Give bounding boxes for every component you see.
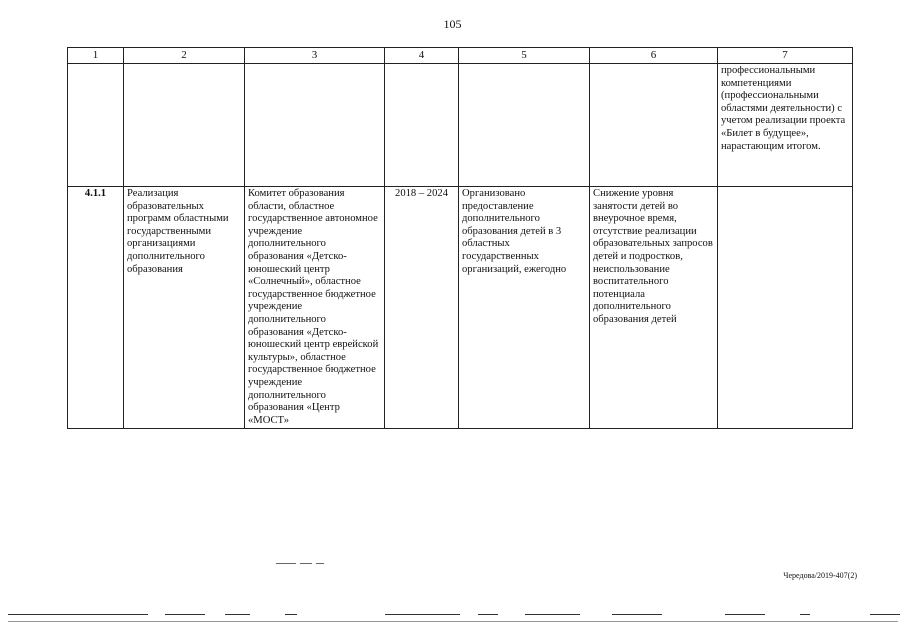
responsible-executors: Комитет образования области, областное государственное автономное учреждение дополнительного образования «Детско-юношеский центр «Солнечный», областное государственное бюджетное учреждение дополнительного образования «Детско-юношеский центр еврейской культуры», областное государственное бюджетное учреждение дополнительного образования «Центр «МОСТ» <box>245 187 385 429</box>
continuation-row <box>68 64 853 187</box>
footer-mark <box>276 563 324 565</box>
measure-name: Реализация образовательных программ областными государственными организациями дополнительного образования <box>124 187 245 429</box>
related-indicator <box>718 187 853 429</box>
continuation-cell-1 <box>68 64 124 187</box>
column-header-2: 2 <box>124 48 245 64</box>
footer-document-code: Чередова/2019-407(2) <box>783 571 857 580</box>
continuation-cell-6 <box>590 64 718 187</box>
continuation-cell-4 <box>385 64 459 187</box>
expected-result: Организовано предоставление дополнительного образования детей в 3 областных государственных организаций, ежегодно <box>459 187 590 429</box>
implementation-period: 2018 – 2024 <box>385 187 459 429</box>
header-row <box>68 48 853 64</box>
measures-table <box>67 47 853 429</box>
continuation-cell-2 <box>124 64 245 187</box>
continuation-cell-3 <box>245 64 385 187</box>
page-number: 105 <box>443 17 462 31</box>
measure-number: 4.1.1 <box>68 187 124 429</box>
continuation-cell-5 <box>459 64 590 187</box>
continuation-indicator-cell: профессиональными компетенциями (профессиональными областями деятельности) с учетом реализации проекта «Билет в будущее», нарастающим итогом. <box>718 64 853 187</box>
table-row <box>68 187 853 429</box>
column-header-7: 7 <box>718 48 853 64</box>
column-header-6: 6 <box>590 48 718 64</box>
column-header-5: 5 <box>459 48 590 64</box>
column-header-1: 1 <box>68 48 124 64</box>
column-header-3: 3 <box>245 48 385 64</box>
column-header-4: 4 <box>385 48 459 64</box>
consequences-of-non-implementation: Снижение уровня занятости детей во внеурочное время, отсутствие реализации образовательных запросов детей и подростков, неиспользование воспитательного потенциала дополнительного образования детей <box>590 187 718 429</box>
